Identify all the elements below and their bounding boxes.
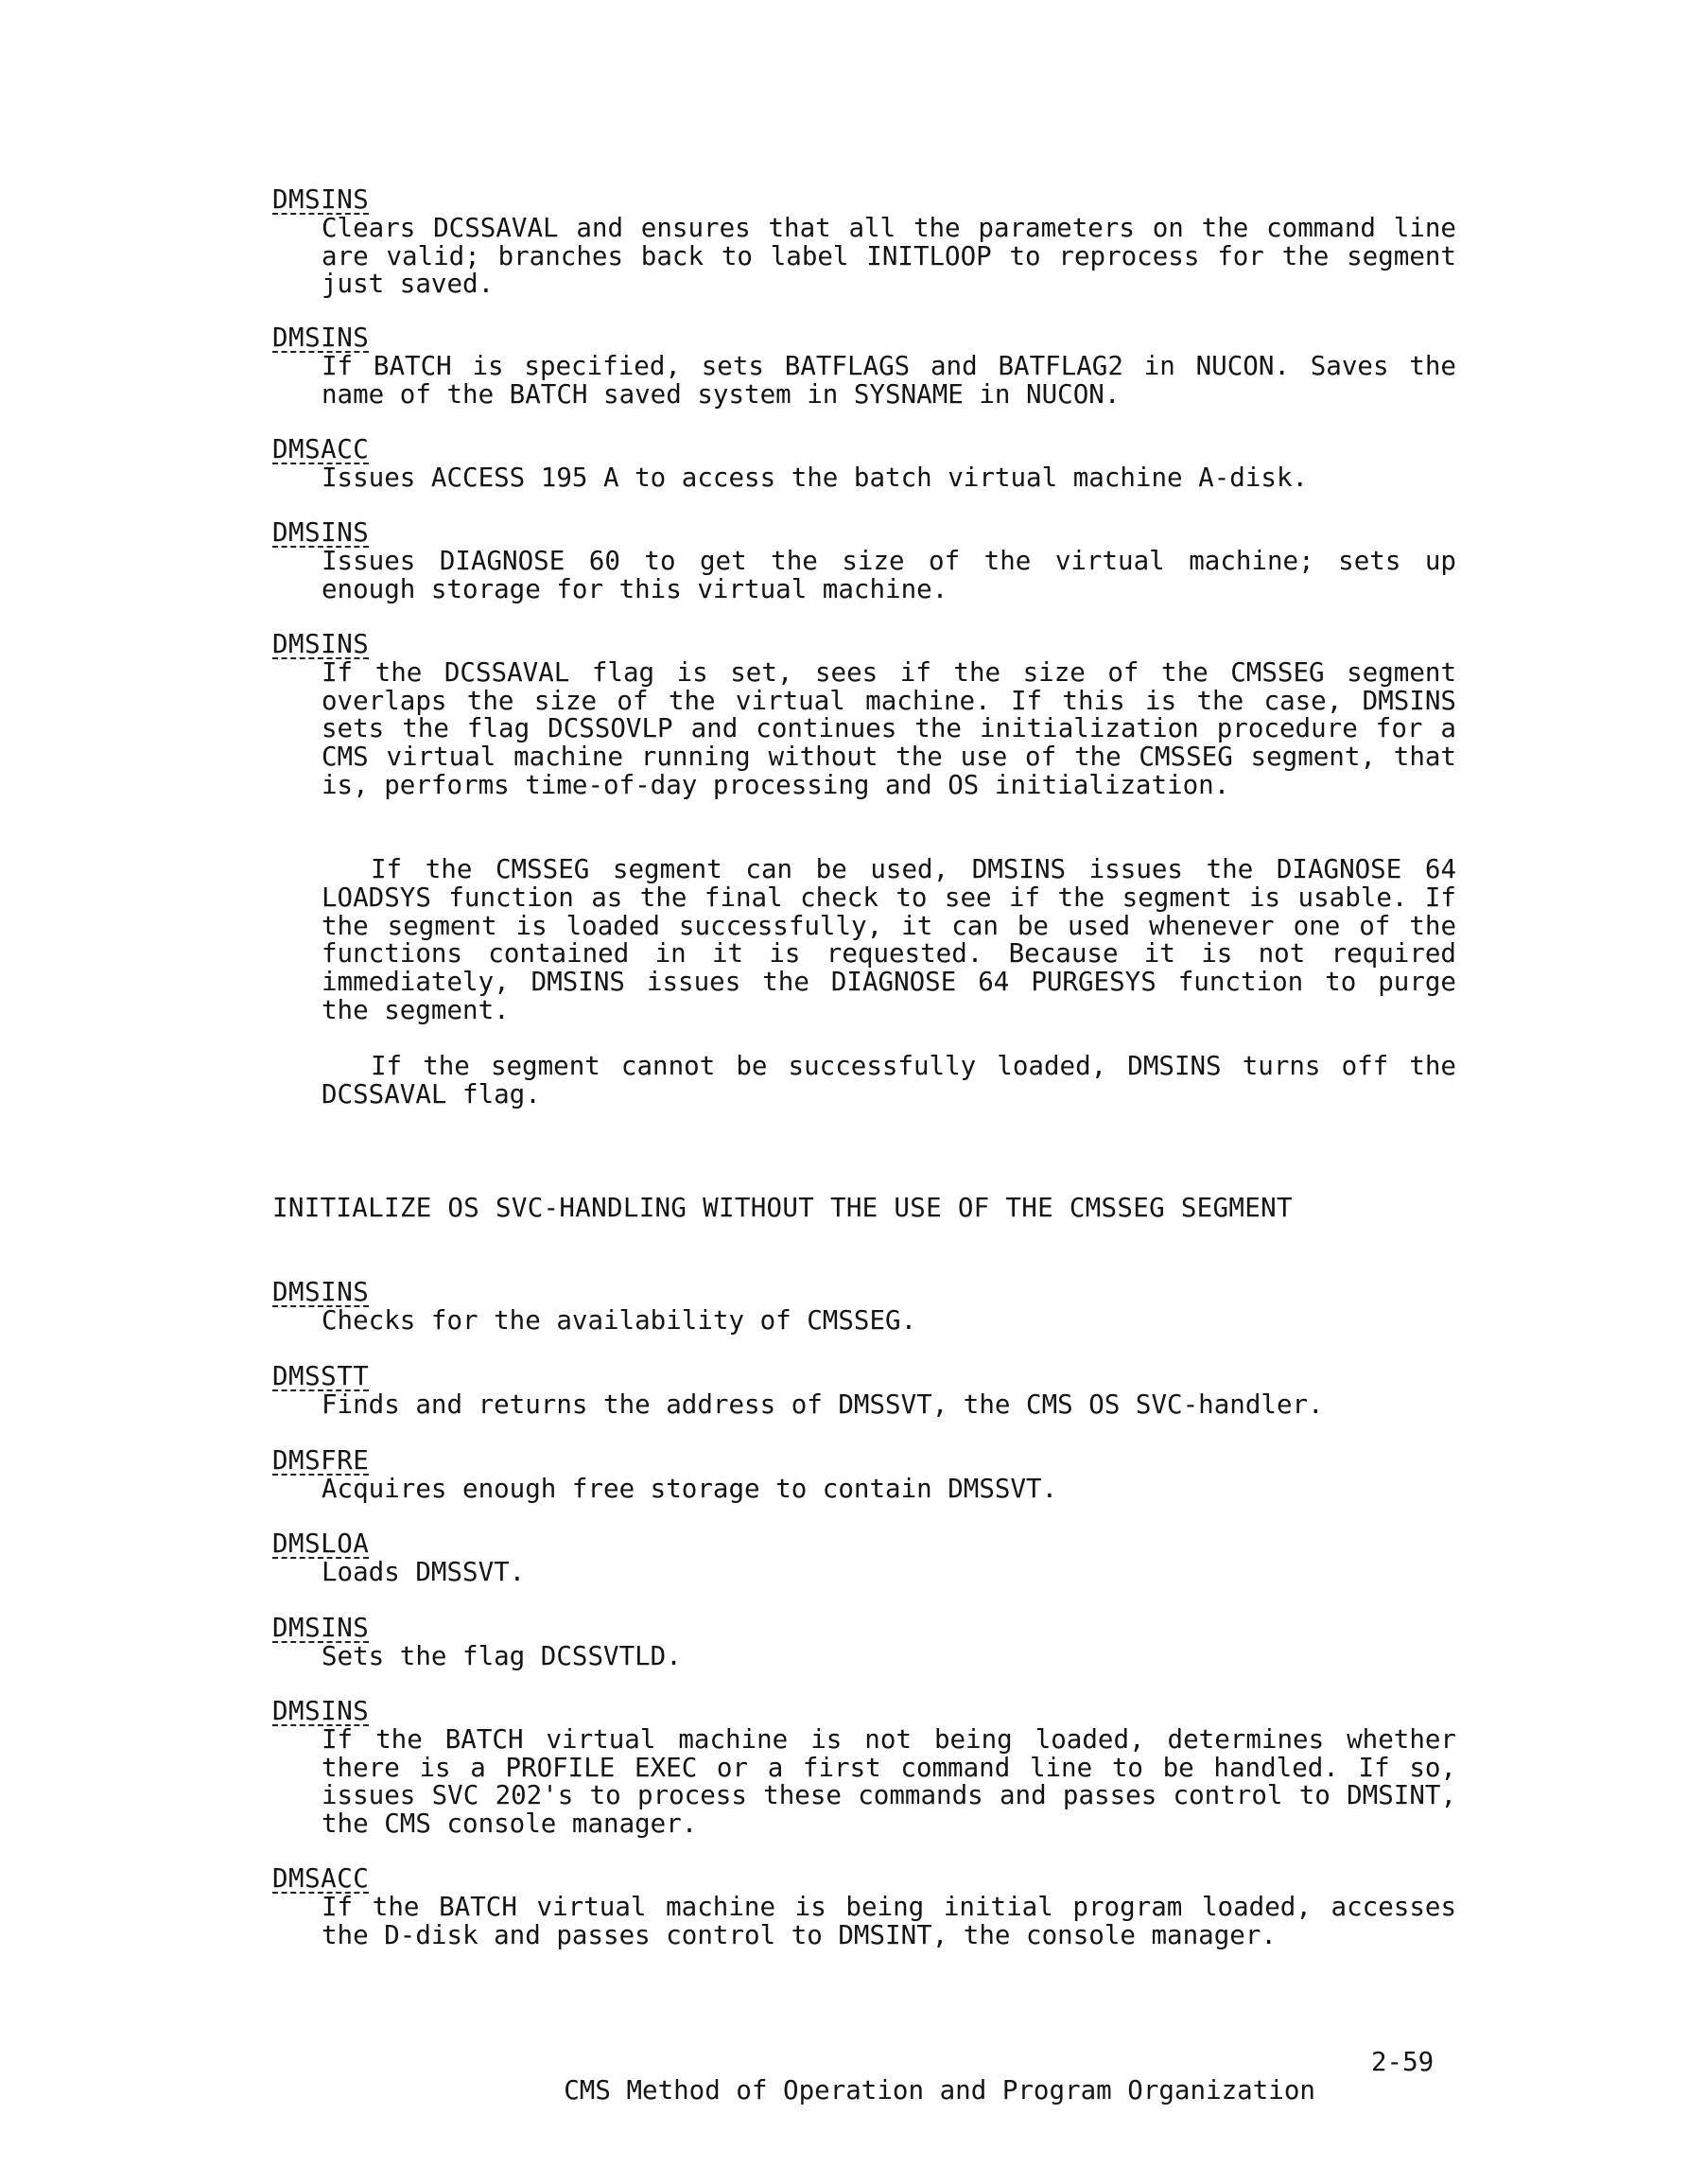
section-text: If the BATCH virtual machine is being initial program loaded, accesses the D-disk and passes control to DMSINT, the console manager. [322, 1891, 1456, 1950]
module-name: DMSINS [272, 323, 370, 353]
section-text: Acquires enough free storage to contain DMSSVT. [322, 1473, 1058, 1504]
module-name: DMSINS [272, 1696, 370, 1726]
module-name: DMSINS [272, 517, 370, 548]
section-s6 [272, 1279, 1464, 1336]
section-text: Loads DMSSVT. [322, 1556, 526, 1587]
section-text: If BATCH is specified, sets BATFLAGS and BATFLAG2 in NUCON. Saves the name of the BATCH saved system in SYSNAME in NUCON. [322, 350, 1456, 410]
section-text: Issues ACCESS 195 A to access the batch virtual machine A-disk. [322, 462, 1309, 493]
module-name: DMSLOA [272, 1529, 370, 1559]
section-text: Sets the flag DCSSVTLD. [322, 1640, 682, 1671]
section-text: If the DCSSAVAL flag is set, sees if the size of the CMSSEG segment overlaps the size of the virtual machine. If this is the case, DMSINS sets the flag DCSSOVLP and continues the initialization procedure for a CMS virtual machine running without the use of the CMSSEG segment, that is, performs time-of-day processing and OS initialization. [322, 656, 1456, 800]
section-s1 [272, 186, 1464, 299]
section-text: Issues DIAGNOSE 60 to get the size of the virtual machine; sets up enough storage for this virtual machine. [322, 545, 1456, 604]
module-name: DMSINS [272, 629, 370, 659]
module-name: DMSINS [272, 184, 370, 215]
section-s11 [272, 1698, 1464, 1839]
module-name: DMSFRE [272, 1445, 370, 1476]
section-s9 [272, 1530, 1464, 1587]
section-heading: INITIALIZE OS SVC-HANDLING WITHOUT THE USE OF THE CMSSEG SEGMENT [272, 1193, 1293, 1223]
module-name: DMSINS [272, 1277, 370, 1307]
section-s2 [272, 324, 1464, 409]
section-s4 [272, 519, 1464, 603]
section-text: Finds and returns the address of DMSSVT, the CMS OS SVC-handler. [322, 1389, 1324, 1420]
section-s7 [272, 1363, 1464, 1420]
section-text: Clears DCSSAVAL and ensures that all the parameters on the command line are valid; branches back to label INITLOOP to reprocess for the segment just saved. [322, 212, 1456, 300]
paragraph-loadsys: If the CMSSEG segment can be used, DMSINS issues the DIAGNOSE 64 LOADSYS function as the final check to see if the segment is usable. If the segment is loaded successfully, it can be used whenever one of the functions contained in it is requested. Because it is not required immediately, DMSINS issues the DIAGNOSE 64 PURGESYS function to purge the segment. [322, 854, 1456, 1025]
page-footer [501, 2049, 1447, 2161]
section-text: If the BATCH virtual machine is not being loaded, determines whether there is a PROFILE EXEC or a first command line to be handled. If so, issues SVC 202's to process these commands and passes control to DMSINT, the CMS console manager. [322, 1723, 1456, 1840]
section-s5 [272, 631, 1464, 800]
section-text: Checks for the availability of CMSSEG. [322, 1304, 917, 1336]
section-s8 [272, 1447, 1464, 1504]
section-s10 [272, 1615, 1464, 1671]
section-s12 [272, 1865, 1464, 1949]
footer-title: CMS Method of Operation and Program Organization [564, 2074, 1315, 2105]
section-s3 [272, 436, 1464, 493]
module-name: DMSACC [272, 1863, 370, 1894]
paragraph-turn-off-flag: If the segment cannot be successfully loaded, DMSINS turns off the DCSSAVAL flag. [322, 1051, 1456, 1109]
module-name: DMSINS [272, 1613, 370, 1643]
module-name: DMSSTT [272, 1361, 370, 1391]
module-name: DMSACC [272, 434, 370, 464]
page-number: 2-59 [1371, 2047, 1435, 2077]
